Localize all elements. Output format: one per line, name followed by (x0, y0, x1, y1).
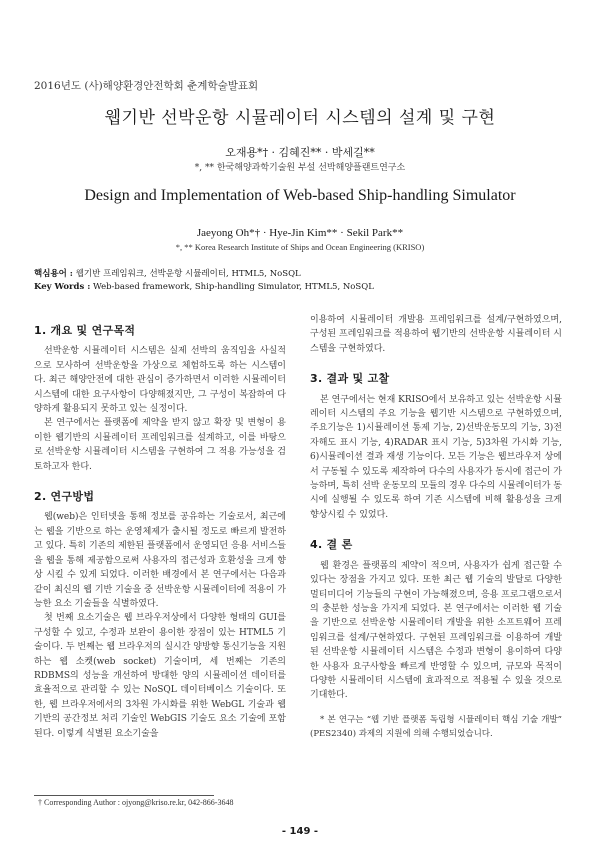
keywords-block (34, 268, 374, 294)
section-2-paragraph-1: 웹(web)은 인터넷을 통해 정보를 공유하는 기술로서, 최근에는 웹을 기반으로 하는 운영체제가 출시될 정도로 빠르게 발전하고 있다. 특히 기존의 제한된 플랫폼에서 운영되던 응용 서비스들을 웹을 통해 제공함으로써 사용자의 접근성과 호환성을 크게 향상 시킬 수 있게 되었다. 이러한 배경에서 본 연구에서는 다음과 같이 최신의 웹 기반 기술을 중 선박운항 시뮬레이터에 적용이 가능한 요소 기술들을 식별하였다. (34, 512, 286, 609)
keywords-korean (34, 268, 374, 281)
corresponding-author-footnote: † Corresponding Author : ojyong@kriso.re.kr, 042-866-3648 (38, 798, 234, 807)
footnote-divider (34, 795, 214, 796)
keywords-korean-text: 웹기반 프레임워크, 선박운항 시뮬레이터, HTML5, NoSQL (75, 269, 301, 279)
section-3-paragraph-1: 본 연구에서는 현재 KRISO에서 보유하고 있는 선박운항 시뮬레이터 시스템의 주요 기능을 웹기반 시스템으로 구현하였으며, 주요기능은 1)시뮬레이션 통제 기능, 2)선박운동모의 기능, 3)전자해도 표시 기능, 4)RADAR 표시 기능, 5)3차원 가시화 기능, 6)시뮬레이션 결과 재생 기능이다. 모든 기능은 웹브라우저 상에서 구동될 수 있도록 제작하여 다수의 사용자가 동시에 접근이 가능하며, 특히 선박 운동모의 모듈의 경우 다수의 시뮬레이터가 동시에 실행될 수 있도록 하여 기존 시스템에 비해 활용성을 크게 향상시킬 수 있었다. (310, 394, 562, 520)
affiliation-korean: *, ** 한국해양과학기술원 부설 선박해양플랜트연구소 (194, 163, 406, 173)
conference-header: 2016년도 (사)해양환경안전학회 춘계학술발표회 (34, 80, 259, 92)
affiliation-english: *, ** Korea Research Institute of Ships and Ocean Engineering (KRISO) (175, 242, 425, 252)
section-2-paragraph-3: 이용하여 시뮬레이터 개발용 프레임워크를 설계/구현하였으며, 구성된 프레임워크를 적용하여 웹기반의 선박운항 시뮬레이터 시스템을 구현하였다. (310, 315, 562, 354)
title-korean: 웹기반 선박운항 시뮬레이터 시스템의 설계 및 구현 (104, 108, 496, 128)
page-number: - 149 - (281, 826, 319, 837)
authors-english: Jaeyong Oh*† · Hye-Jin Kim** · Sekil Park** (196, 227, 404, 239)
section-4-heading: 4. 결 론 (310, 538, 353, 552)
section-1-paragraph-2: 본 연구에서는 플랫폼에 제약을 받지 않고 확장 및 변형이 용이한 웹기반의 시뮬레이터 프레임워크를 설계하고, 이를 바탕으로 선박운항 시뮬레이터 시스템을 구현하여 그 적용 가능성을 검토하고자 한다. (34, 418, 286, 472)
section-1-heading: 1. 개요 및 연구목적 (34, 324, 136, 337)
authors-korean: 오재용*† · 김혜진** · 박세길** (225, 146, 375, 159)
section-2-heading: 2. 연구방법 (34, 490, 95, 504)
keywords-english (34, 281, 374, 294)
left-column (34, 316, 286, 741)
funding-note: * 본 연구는 “웹 기반 플랫폼 독립형 시뮬레이터 핵심 기술 개발” (PES2340) 과제의 지원에 의해 수행되었습니다. (310, 714, 562, 739)
section-3-heading: 3. 결과 및 고찰 (310, 372, 390, 386)
keywords-korean-label: 핵심용어 : (34, 269, 73, 279)
keywords-english-label: Key Words : (34, 282, 91, 292)
title-english: Design and Implementation of Web-based Ship-handling Simulator (84, 187, 516, 204)
section-4-paragraph-1: 웹 환경은 플랫폼의 제약이 적으며, 사용자가 쉽게 접근할 수 있다는 장점을 가지고 있다. 또한 최근 웹 기술의 발달로 다양한 멀티미디어 기능들의 구현이 가능해졌으며, 응용 프로그램으로서의 충분한 성능을 가지게 되었다. 본 연구에서는 이러한 웹 기술을 기반으로 선박운항 시뮬레이터 개발을 위한 소프트웨어 프레임워크를 설계/구현하였다. 구현된 프레임워크를 이용하여 개발된 선박운항 시뮬레이터 시스템은 수정과 변형이 용이하여 다양한 사용자 요구사항을 빠르게 반영할 수 있으며, 규모와 목적이 다양한 시뮬레이터 시스템에 효과적으로 적용될 수 있을 것으로 기대한다. (310, 560, 562, 701)
keywords-english-text: Web-based framework, Ship-handling Simulator, HTML5, NoSQL (93, 282, 374, 292)
section-2-paragraph-2: 첫 번째 요소기술은 웹 브라우저상에서 다양한 형태의 GUI를 구성할 수 있고, 수정과 보완이 용이한 장점이 있는 HTML5 기술이다. 두 번째는 웹 브라우저의 실시간 양방향 통신기능을 지원하는 웹 소켓(web socket) 기술이며, 세 번째는 기존의 RDBMS의 성능을 개선하여 방대한 양의 시뮬레이션 데이터를 효율적으로 관리할 수 있는 NoSQL 데이터베이스 기술이다. 또한, 웹 브라우저에서의 3차원 가시화를 위한 WebGL 기술과 웹 기반의 공간정보 처리 기술인 WebGIS 기술도 요소 기술에 포함된다. 이렇게 식별된 요소기술을 (34, 613, 286, 739)
section-1-paragraph-1: 선박운항 시뮬레이터 시스템은 실제 선박의 움직임을 사실적으로 모사하여 선박운항을 가상으로 체험하도록 하는 시스템이다. 최근 해양안전에 대한 관심이 증가하면서 이러한 시뮬레이터 시스템에 대한 요구사항이 다양해졌지만, 그 구성이 복잡하여 다양하게 활용되지 못하고 있는 실정이다. (34, 346, 286, 415)
right-column (310, 313, 562, 741)
